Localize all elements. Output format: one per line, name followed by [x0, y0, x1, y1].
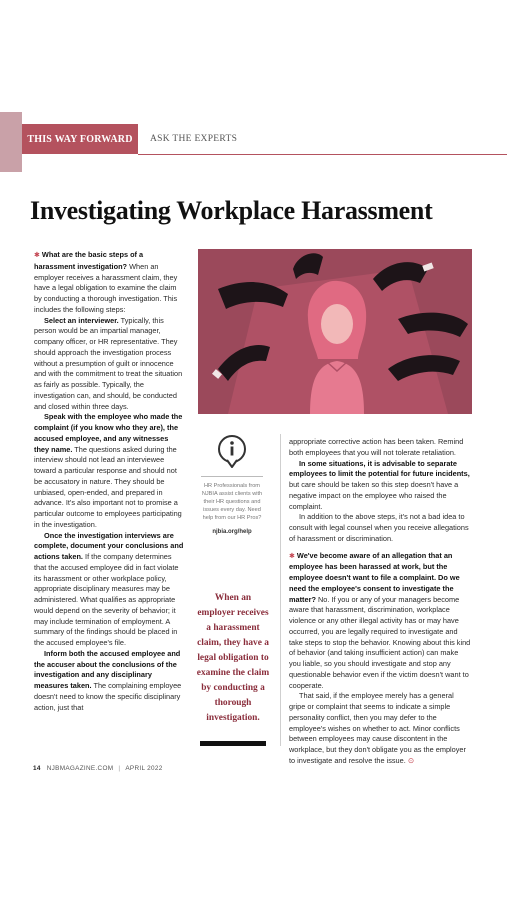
sidebar-rule — [201, 476, 263, 477]
pull-quote-bar — [200, 741, 266, 746]
end-mark-icon: ⊙ — [407, 755, 414, 765]
step-3-heading: Once the investigation interviews are complete, document your conclusions and actions taken. — [34, 530, 184, 561]
step-4-heading: Inform both the accused employee and the accuser about the conclusions of the investigation and any disciplinary measures taken. — [34, 648, 181, 690]
legal-counsel-paragraph: In addition to the above steps, it's not a bad idea to consult with legal counsel when you receive allegations of harassment or discrimination. — [289, 512, 469, 543]
answer-2-followup: That said, if the employee merely has a general gripe or complaint that seems to indicate a simple personality conflict, then you may defer to the employee's wishes on whether to act. Minor conflicts between employees may cause discontent in the workplace, but they don't obligate you as the employer to investigate and resolve the issue. — [289, 691, 466, 765]
sidebar-link[interactable]: njbia.org/help — [212, 529, 252, 535]
step-2-text: The questions asked during the interview should not lead an interviewee toward a particular response and should not be accusatory in nature. They should be unbiased, open-ended, and prepared in advance. It's also important not to promise a particular outcome to employees participating in the investigation. — [34, 444, 182, 529]
page-number: 14 — [33, 765, 41, 772]
article-column-1 — [34, 250, 184, 713]
question-bullet-icon: ✱ — [289, 552, 295, 560]
question-bullet-icon: ✱ — [34, 252, 40, 259]
separate-employees-text: but care should be taken so this step doesn't have a negative impact on the employee who raised the complaint. — [289, 480, 459, 511]
answer-2: No. If you or any of your managers become aware that harassment, discrimination, workplace violence or any other illegal activity has or may have occurred, you are legally required to investigate and take steps to stop the behavior. Knowing about this kind of behavior (and taking insufficient action) can make you liable, so you should investigate and stop any questionable behavior even if the victim doesn't want to cooperate. — [289, 594, 471, 690]
step-2-heading: Speak with the employee who made the complaint (if you know who they are), the accused employee, and any witnesses they name. — [34, 412, 183, 454]
footer-separator: | — [118, 765, 121, 772]
step-3-text: If the company determines that the accused employee did in fact violate its harassment or other workplace policy, appropriate disciplinary measures may be administered. What qualifies as appropriate would depend on the severity of behavior; it may include termination of employment. A summary of the findings should be placed in the accused employee's file. — [34, 552, 179, 647]
question-2: We've become aware of an allegation that an employee has been harassed at work, but the employee doesn't want to file a complaint. Do we need the employee's consent to investigate the matter? — [289, 550, 460, 604]
category-label: ASK THE EXPERTS — [150, 134, 238, 144]
separate-employees-heading: In some situations, it is advisable to separate employees to limit the potential for future incidents, — [289, 458, 470, 479]
sidebar-text: HR Professionals from NJBIA assist clients with their HR questions and issues every day. Need help from our HR Pros? — [201, 483, 263, 521]
column-divider — [280, 434, 281, 746]
header-rule — [138, 154, 507, 155]
footer-date: APRIL 2022 — [125, 765, 163, 772]
article-title: Investigating Workplace Harassment — [30, 196, 433, 225]
header-accent-block — [0, 112, 22, 172]
section-tag: THIS WAY FORWARD — [22, 124, 138, 154]
answer-1-intro: When an employer receives a harassment claim, they have a legal obligation to examine the claim by conducting a thorough investigation. This includes the following steps: — [34, 261, 178, 314]
article-illustration — [198, 249, 472, 414]
step-1-heading: Select an interviewer. — [44, 315, 119, 325]
continued-paragraph: appropriate corrective action has been taken. Remind both employees that you will not tolerate retaliation. — [289, 437, 464, 457]
info-icon — [215, 434, 249, 468]
pull-quote: When an employer receives a harassment claim, they have a legal obligation to examine the claim by conducting a thorough investigation. — [196, 593, 270, 723]
question-1: What are the basic steps of a harassment investigation? — [34, 250, 144, 271]
article-column-3 — [289, 437, 472, 767]
step-4-text: The complaining employee doesn't need to know the specific disciplinary action, just that — [34, 681, 182, 712]
footer-site: NJBMAGAZINE.COM — [46, 765, 114, 772]
page-footer — [33, 765, 163, 772]
step-1-text: Typically, this person would be an impartial manager, company officer, or HR representative. They should approach the investigation process without a presumption of guilt or innocence and with the commitment to treat the situation as fairly as possible. Typically, the investigation can, and should, be conducted and closed within three days. — [34, 315, 183, 411]
